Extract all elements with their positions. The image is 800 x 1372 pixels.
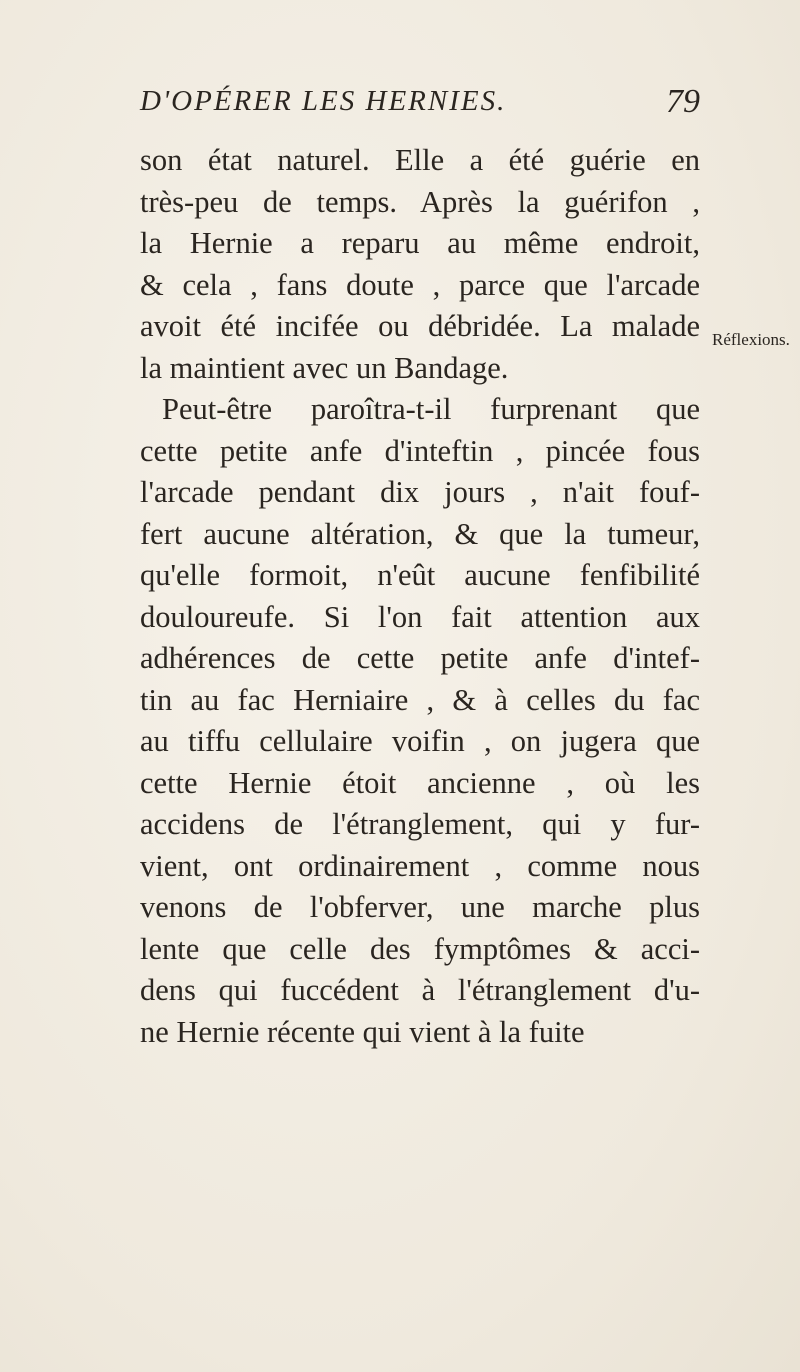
text-line: cette Hernie étoit ancienne , où les xyxy=(140,765,700,800)
text-line: Peut-être paroîtra-t-il furprenant que xyxy=(162,392,700,426)
text-line: ne Hernie récente qui vient à la fuite xyxy=(140,1014,585,1049)
text-line: très-peu de temps. Après la guérifon , xyxy=(140,184,700,219)
body-text xyxy=(140,140,700,1053)
text-line: fert aucune altération, & que la tumeur, xyxy=(140,516,700,551)
text-line: au tiffu cellulaire voifin , on jugera que xyxy=(140,724,700,758)
text-line: l'arcade pendant dix jours , n'ait fouf- xyxy=(140,475,700,509)
text-line: son état naturel. Elle a été guérie en xyxy=(140,143,700,177)
text-line: vient, ont ordinairement , comme nous xyxy=(140,848,700,883)
running-head: D'OPÉRER LES HERNIES. xyxy=(140,85,507,117)
text-line: accidens de l'étranglement, qui y fur- xyxy=(140,807,700,841)
text-line: la maintient avec un Bandage. xyxy=(140,350,509,385)
margin-note: Réflexions. xyxy=(712,330,790,349)
text-line: adhérences de cette petite anfe d'intef- xyxy=(140,641,700,675)
text-line: douloureufe. Si l'on fait attention aux xyxy=(140,599,700,634)
text-line: dens qui fuccédent à l'étranglement d'u- xyxy=(140,973,700,1007)
text-line: qu'elle formoit, n'eût aucune fenfibilité xyxy=(140,558,700,592)
text-line: tin au fac Herniaire , & à celles du fac xyxy=(140,682,700,717)
page-header xyxy=(140,85,700,135)
text-line: & cela , fans doute , parce que l'arcade xyxy=(140,267,700,302)
page-number: 79 xyxy=(666,83,700,120)
text-line: la Hernie a reparu au même endroit, xyxy=(140,226,700,260)
text-line: cette petite anfe d'inteftin , pincée fous xyxy=(140,433,700,468)
text-line: venons de l'obferver, une marche plus xyxy=(140,890,700,924)
text-line: lente que celle des fymptômes & acci- xyxy=(140,931,700,966)
text-line: avoit été incifée ou débridée. La malade xyxy=(140,309,700,343)
